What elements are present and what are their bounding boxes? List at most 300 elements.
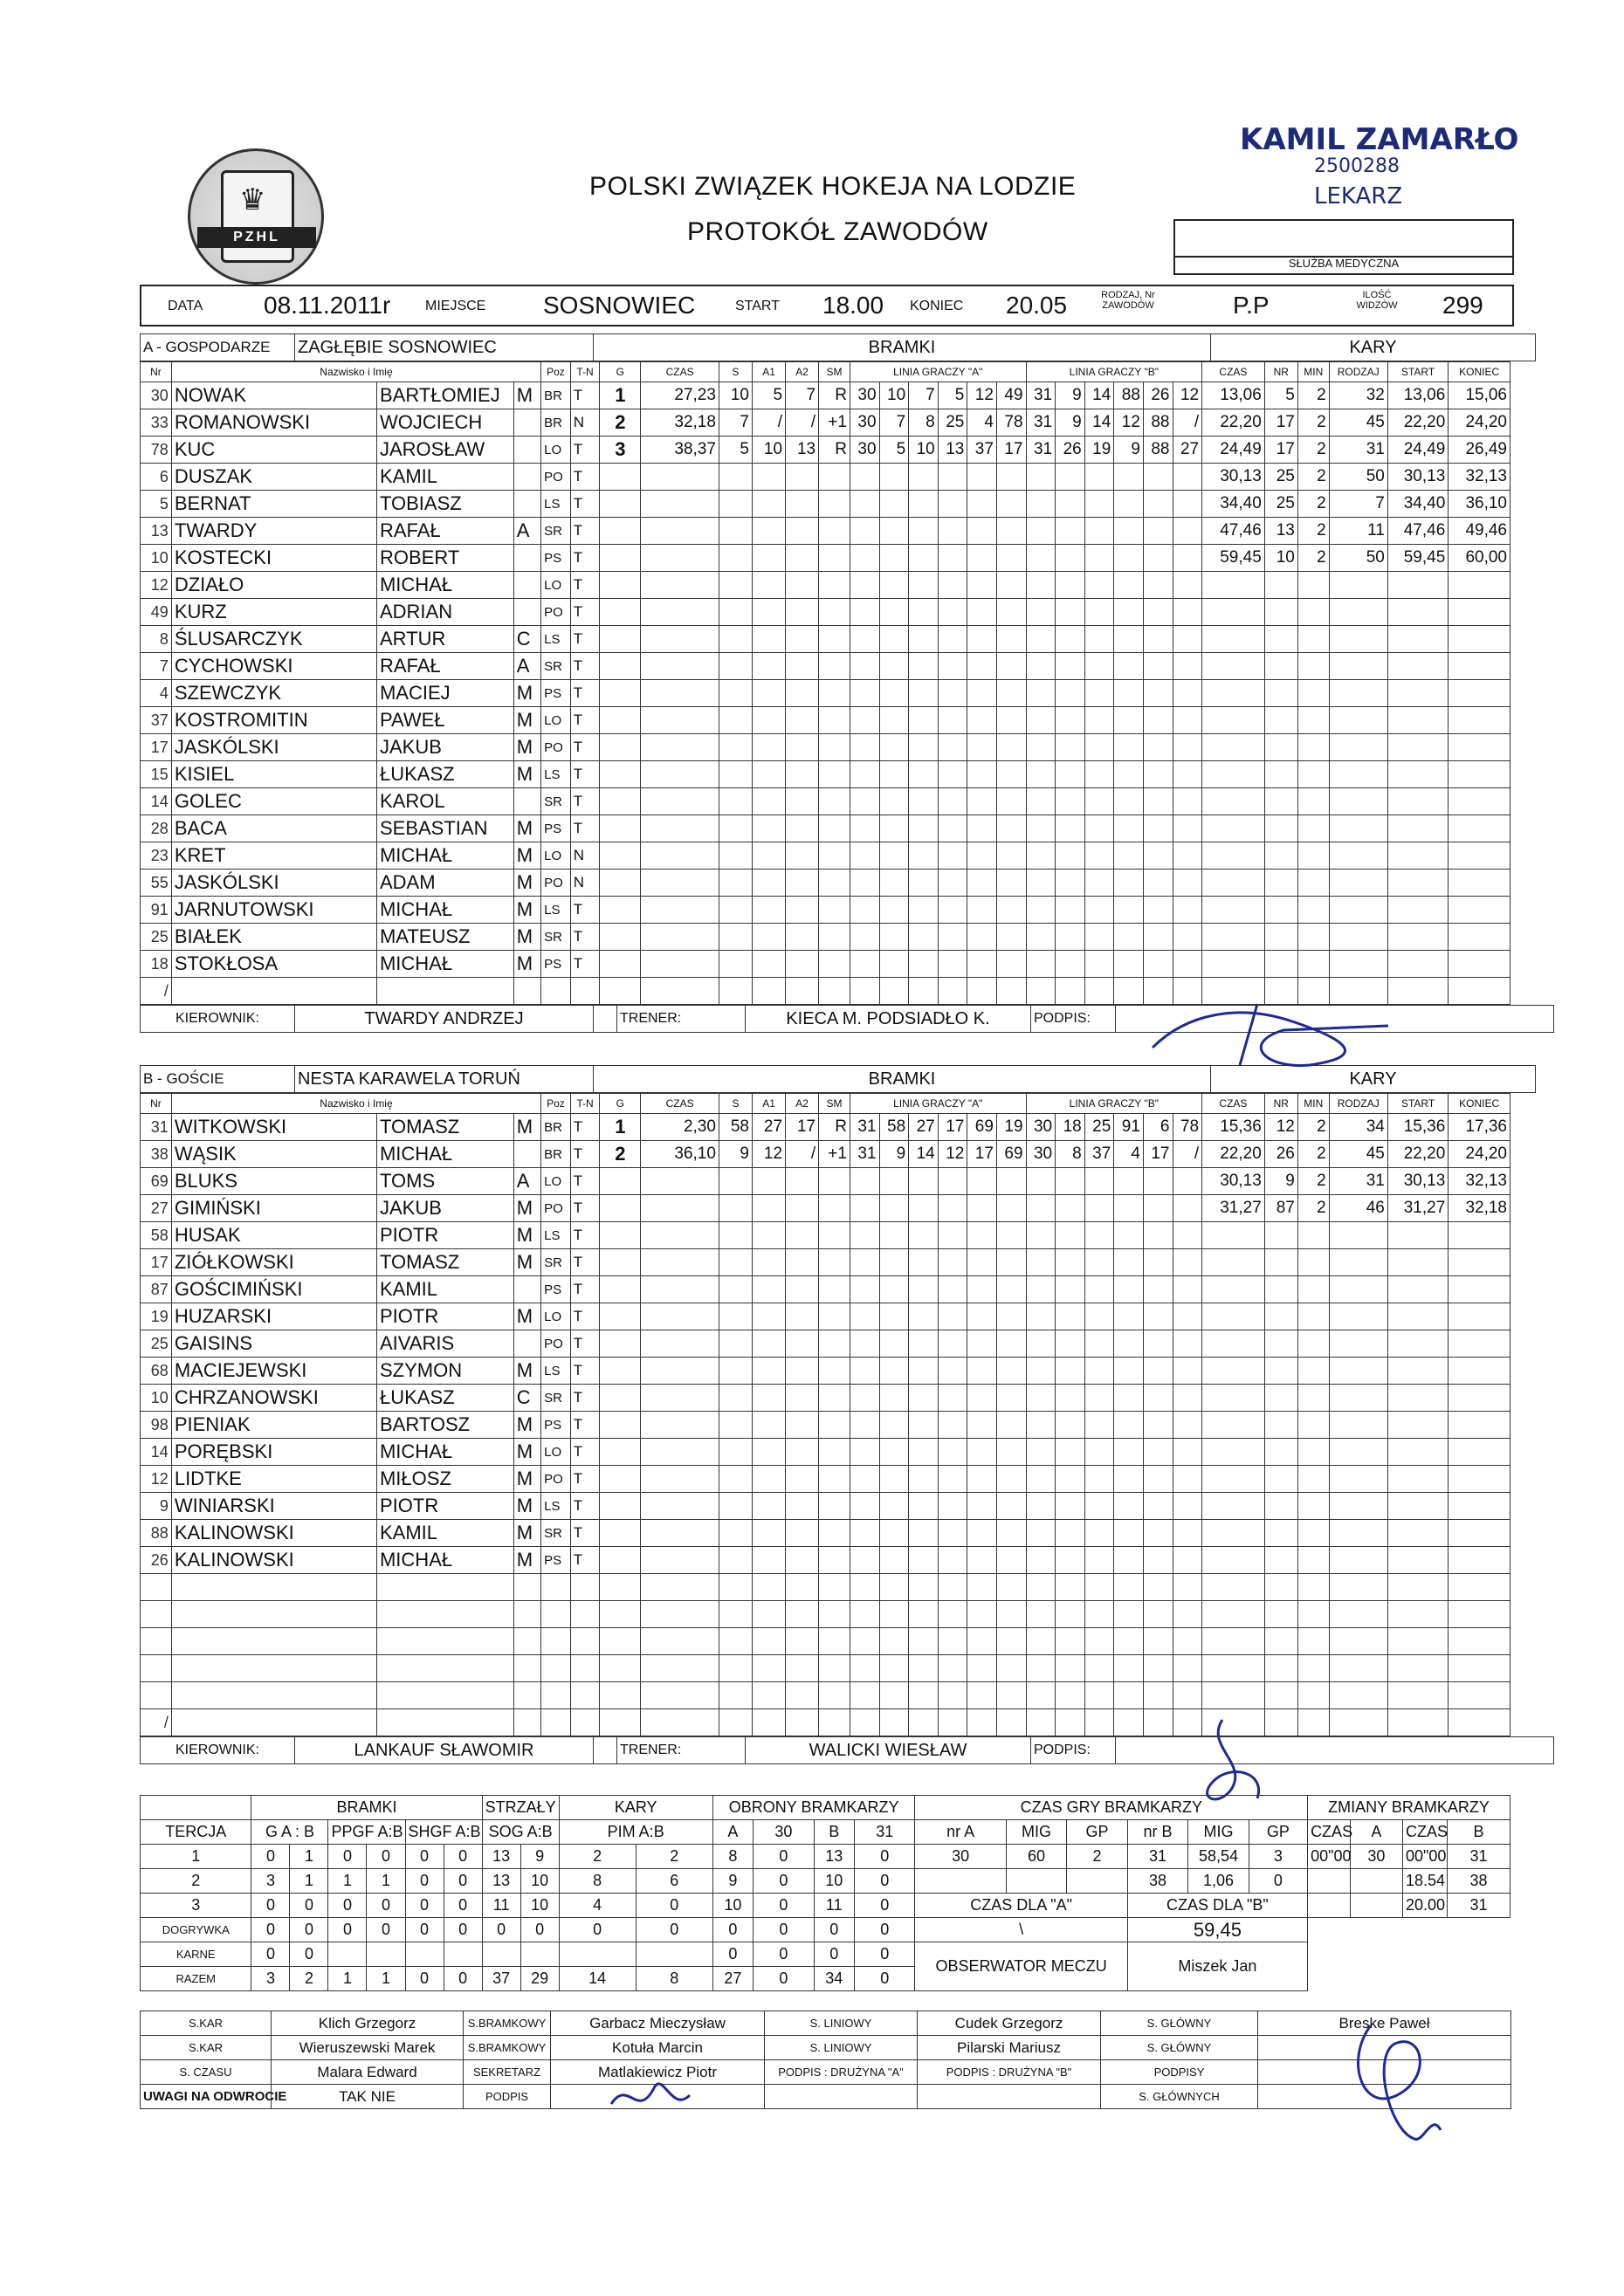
col-nr-header: Nr: [141, 1094, 172, 1114]
role-label: S. LINIOWY: [765, 2011, 918, 2036]
summary-row: [141, 1845, 1510, 1869]
penalties-section-title: KARY: [1211, 1066, 1536, 1093]
line-b-player: [1143, 1358, 1173, 1385]
line-a-player: [938, 464, 967, 491]
line-b-player: 17: [1143, 1141, 1173, 1168]
line-a-player: [938, 1682, 967, 1709]
penalty-end: 17,36: [1449, 1114, 1510, 1141]
goal-situation: R: [819, 382, 850, 409]
summary-defenses-header: OBRONY BRAMKARZY: [712, 1796, 915, 1820]
line-b-player: 31: [1026, 409, 1056, 437]
player-role: [513, 1682, 540, 1709]
goal-situation: [819, 464, 850, 491]
goal-number: [600, 897, 641, 924]
goal-time: [641, 1547, 719, 1574]
goal-number: [600, 1574, 641, 1601]
line-a-player: [938, 599, 967, 626]
line-b-player: [1173, 545, 1202, 572]
line-a-player: [850, 1682, 879, 1709]
penalty-type: [1329, 951, 1387, 978]
player-nr: 31: [141, 1114, 172, 1141]
sog-a: 11: [482, 1894, 520, 1918]
line-b-player: [1026, 1168, 1056, 1195]
player-nr: 98: [141, 1412, 172, 1439]
player-role: M: [513, 1303, 540, 1330]
line-b-player: [1084, 1493, 1114, 1520]
player-tn: T: [570, 1249, 600, 1276]
penalty-player: [1264, 1493, 1297, 1520]
goal-scorer: [719, 815, 752, 842]
penalty-start: [1387, 626, 1448, 653]
player-position: [541, 1709, 571, 1736]
line-a-player: 9: [879, 1141, 909, 1168]
player-nr: 14: [141, 1439, 172, 1466]
signature-label: PODPIS: [464, 2085, 551, 2109]
line-b-player: [1056, 924, 1085, 951]
saves-b: 11: [814, 1894, 854, 1918]
player-nr: 26: [141, 1547, 172, 1574]
player-last-name: PIENIAK: [171, 1412, 376, 1439]
player-first-name: PIOTR: [376, 1222, 513, 1249]
official-name: Breske Paweł: [1258, 2011, 1511, 2036]
signature-team-b: [1170, 1711, 1292, 1825]
goal-assist-1: [753, 1601, 786, 1628]
player-tn: T: [570, 464, 600, 491]
sog-a: 37: [482, 1967, 520, 1991]
line-a-player: [938, 1358, 967, 1385]
line-a-player: [996, 1493, 1026, 1520]
penalty-minutes: [1297, 761, 1329, 788]
line-a-player: [909, 680, 939, 707]
line-b-player: [1084, 1709, 1114, 1736]
penalty-time: [1202, 1222, 1265, 1249]
goal-assist-2: 13: [786, 437, 819, 464]
player-role: M: [513, 1249, 540, 1276]
goal-number: [600, 491, 641, 518]
line-a-player: [850, 1222, 879, 1249]
goal-scorer: [719, 951, 752, 978]
player-nr: 10: [141, 545, 172, 572]
line-a-player: [996, 1303, 1026, 1330]
line-a-player: [938, 1303, 967, 1330]
line-a-player: 17: [967, 1141, 997, 1168]
line-b-player: [1143, 734, 1173, 761]
goal-situation: [819, 951, 850, 978]
penalty-start: [1387, 1574, 1448, 1601]
line-b-player: [1143, 788, 1173, 815]
col-name-header: Nazwisko i Imię: [171, 1094, 540, 1114]
player-last-name: BLUKS: [171, 1168, 376, 1195]
player-position: PS: [541, 545, 571, 572]
player-last-name: TWARDY: [171, 518, 376, 545]
goal-scorer: [719, 464, 752, 491]
penalty-type: [1329, 1358, 1387, 1385]
line-a-player: [850, 815, 879, 842]
player-first-name: KAROL: [376, 788, 513, 815]
player-row: [141, 437, 1510, 464]
line-a-player: [850, 788, 879, 815]
penalty-start: [1387, 1385, 1448, 1412]
coach-label: TRENER:: [617, 1006, 746, 1033]
player-role: M: [513, 680, 540, 707]
player-position: LS: [541, 761, 571, 788]
shgf-b: [444, 1942, 482, 1967]
penalty-start: [1387, 1330, 1448, 1358]
line-b-player: [1173, 761, 1202, 788]
penalty-end: 60,00: [1449, 545, 1510, 572]
player-position: PO: [541, 1195, 571, 1222]
line-a-player: [850, 599, 879, 626]
penalty-minutes: [1297, 815, 1329, 842]
line-a-player: [967, 491, 997, 518]
player-first-name: JAKUB: [376, 1195, 513, 1222]
player-position: LO: [541, 572, 571, 599]
summary-row: [141, 1918, 1510, 1942]
line-a-player: [938, 1222, 967, 1249]
line-b-player: [1026, 1682, 1056, 1709]
player-row: [141, 409, 1510, 437]
line-b-player: [1143, 1655, 1173, 1682]
ppgf-a: 1: [328, 1967, 367, 1991]
penalty-end: [1449, 897, 1510, 924]
player-tn: N: [570, 842, 600, 870]
line-b-player: [1143, 924, 1173, 951]
player-nr: /: [141, 1709, 172, 1736]
line-b-player: 8: [1056, 1141, 1085, 1168]
line-b-player: [1114, 1303, 1144, 1330]
line-a-player: [938, 680, 967, 707]
col-nr-b: nr B: [1127, 1820, 1188, 1845]
line-a-player: [996, 1222, 1026, 1249]
player-row: [141, 1168, 1510, 1195]
saves-b-nr: 0: [854, 1894, 915, 1918]
player-tn: T: [570, 1330, 600, 1358]
penalty-time: 22,20: [1202, 409, 1265, 437]
player-last-name: HUZARSKI: [171, 1303, 376, 1330]
line-a-player: [938, 1655, 967, 1682]
player-first-name: MIŁOSZ: [376, 1466, 513, 1493]
empty-cell: [1350, 1918, 1402, 1942]
goal-assist-2: [786, 1493, 819, 1520]
goal-assist-2: [786, 1276, 819, 1303]
line-a-player: [879, 815, 909, 842]
line-a-player: 31: [850, 1141, 879, 1168]
player-tn: T: [570, 734, 600, 761]
goal-assist-1: [753, 870, 786, 897]
player-role: M: [513, 761, 540, 788]
penalty-player: [1264, 1520, 1297, 1547]
player-row: [141, 1303, 1510, 1330]
player-tn: N: [570, 870, 600, 897]
penalty-type: [1329, 1493, 1387, 1520]
player-role: A: [513, 653, 540, 680]
penalty-player: [1264, 1574, 1297, 1601]
player-last-name: SZEWCZYK: [171, 680, 376, 707]
player-last-name: BERNAT: [171, 491, 376, 518]
player-row: [141, 1655, 1510, 1682]
player-position: LS: [541, 626, 571, 653]
line-b-player: [1026, 1493, 1056, 1520]
player-row: [141, 599, 1510, 626]
col-pen-czas-header: CZAS: [1202, 362, 1265, 382]
change-time-b: 18.54: [1402, 1869, 1447, 1894]
ppgf-a: [328, 1942, 367, 1967]
doc-title: PROTOKÓŁ ZAWODÓW: [687, 217, 988, 246]
line-a-player: [996, 870, 1026, 897]
player-row: [141, 1222, 1510, 1249]
player-role: M: [513, 1412, 540, 1439]
saves-b-nr: 0: [854, 1967, 915, 1991]
line-a-player: [996, 1249, 1026, 1276]
player-row: [141, 1385, 1510, 1412]
col-change-czas-a: CZAS: [1308, 1820, 1351, 1845]
line-a-player: [850, 491, 879, 518]
player-first-name: TOMASZ: [376, 1114, 513, 1141]
penalty-type: [1329, 707, 1387, 734]
date-value: 08.11.2011r: [264, 292, 391, 319]
line-b-player: [1084, 1222, 1114, 1249]
penalty-start: 24,49: [1387, 437, 1448, 464]
line-b-player: [1056, 1249, 1085, 1276]
col-tn-header: T-N: [570, 1094, 600, 1114]
goal-scorer: [719, 1709, 752, 1736]
player-last-name: LIDTKE: [171, 1466, 376, 1493]
pzhl-logo: [188, 148, 324, 285]
penalty-end: [1449, 1709, 1510, 1736]
line-a-player: [879, 1466, 909, 1493]
line-a-player: 5: [938, 382, 967, 409]
line-b-player: [1084, 464, 1114, 491]
line-a-player: [909, 924, 939, 951]
player-nr: 5: [141, 491, 172, 518]
player-nr: 19: [141, 1303, 172, 1330]
saves-b-nr: 0: [854, 1942, 915, 1967]
line-b-player: [1056, 1168, 1085, 1195]
line-b-player: [1084, 1520, 1114, 1547]
player-last-name: [171, 978, 376, 1005]
line-b-player: [1084, 1385, 1114, 1412]
col-def-a: A: [712, 1820, 753, 1845]
goal-assist-1: [753, 545, 786, 572]
line-a-player: [909, 599, 939, 626]
penalty-start: [1387, 572, 1448, 599]
goal-situation: [819, 1439, 850, 1466]
team-name: ZAGŁĘBIE SOSNOWIEC: [295, 334, 594, 361]
saves-b: 0: [814, 1942, 854, 1967]
penalty-start: 31,27: [1387, 1195, 1448, 1222]
penalty-minutes: [1297, 842, 1329, 870]
penalty-type: 34: [1329, 1114, 1387, 1141]
goal-assist-1: [753, 1303, 786, 1330]
line-b-player: [1084, 1574, 1114, 1601]
player-nr: 8: [141, 626, 172, 653]
line-a-player: [967, 1168, 997, 1195]
period-label: KARNE: [141, 1942, 251, 1967]
line-a-player: [879, 1520, 909, 1547]
line-a-player: [879, 572, 909, 599]
penalty-minutes: [1297, 599, 1329, 626]
line-b-player: [1143, 518, 1173, 545]
line-a-player: [850, 951, 879, 978]
goal-assist-2: [786, 572, 819, 599]
penalty-start: [1387, 1682, 1448, 1709]
line-a-player: [996, 545, 1026, 572]
line-b-player: [1084, 734, 1114, 761]
line-a-player: [909, 1358, 939, 1385]
line-b-player: [1143, 572, 1173, 599]
col-poz-header: Poz: [541, 362, 571, 382]
line-a-player: [850, 1601, 879, 1628]
line-b-player: [1026, 680, 1056, 707]
player-tn: T: [570, 572, 600, 599]
line-b-player: [1114, 1330, 1144, 1358]
player-position: LO: [541, 842, 571, 870]
stamp-name: KAMIL ZAMARŁO: [1240, 122, 1519, 157]
line-a-player: [938, 1493, 967, 1520]
player-tn: T: [570, 545, 600, 572]
line-a-player: [967, 1439, 997, 1466]
line-a-player: [850, 870, 879, 897]
goal-scorer: [719, 1574, 752, 1601]
penalty-player: [1264, 870, 1297, 897]
player-role: M: [513, 1493, 540, 1520]
goal-situation: +1: [819, 1141, 850, 1168]
line-b-player: [1173, 1574, 1202, 1601]
summary-row: [141, 1869, 1510, 1894]
line-b-player: 27: [1173, 437, 1202, 464]
line-b-player: [1114, 1466, 1144, 1493]
line-a-player: [938, 897, 967, 924]
line-a-player: [967, 1601, 997, 1628]
player-row: [141, 1601, 1510, 1628]
goal-scorer: [719, 626, 752, 653]
line-a-player: [850, 1330, 879, 1358]
line-b-player: 88: [1143, 409, 1173, 437]
player-first-name: MICHAŁ: [376, 572, 513, 599]
penalty-minutes: [1297, 1222, 1329, 1249]
penalty-type: 31: [1329, 437, 1387, 464]
penalty-player: [1264, 1601, 1297, 1628]
line-a-player: [879, 707, 909, 734]
goal-assist-2: /: [786, 409, 819, 437]
penalty-time: [1202, 842, 1265, 870]
goal-assist-2: [786, 545, 819, 572]
penalty-minutes: 2: [1297, 518, 1329, 545]
line-a-player: [996, 1682, 1026, 1709]
line-a-player: [996, 1276, 1026, 1303]
line-b-player: [1026, 1628, 1056, 1655]
player-nr: 38: [141, 1141, 172, 1168]
col-pim: PIM A:B: [559, 1820, 712, 1845]
line-a-player: [967, 1493, 997, 1520]
penalty-end: [1449, 978, 1510, 1005]
player-first-name: KAMIL: [376, 1520, 513, 1547]
player-position: SR: [541, 518, 571, 545]
line-a-player: [909, 1439, 939, 1466]
penalty-player: [1264, 572, 1297, 599]
goal-assist-2: [786, 924, 819, 951]
penalty-time: 13,06: [1202, 382, 1265, 409]
goal-time: [641, 1330, 719, 1358]
gk-gp-b: 3: [1249, 1845, 1307, 1869]
line-a-player: [967, 1358, 997, 1385]
goal-assist-2: [786, 978, 819, 1005]
penalty-type: [1329, 1249, 1387, 1276]
goal-situation: [819, 599, 850, 626]
line-b-player: [1056, 653, 1085, 680]
penalty-type: [1329, 1601, 1387, 1628]
col-tn-header: T-N: [570, 362, 600, 382]
player-first-name: ADAM: [376, 870, 513, 897]
player-role: [513, 491, 540, 518]
role-label: S. CZASU: [141, 2060, 272, 2085]
manager-name: LANKAUF SŁAWOMIR: [295, 1737, 594, 1764]
col-shgf: SHGF A:B: [405, 1820, 482, 1845]
goal-scorer: [719, 924, 752, 951]
player-row: [141, 1439, 1510, 1466]
player-tn: T: [570, 680, 600, 707]
penalty-type: [1329, 1628, 1387, 1655]
role-label: S. GŁÓWNY: [1101, 2036, 1258, 2060]
penalty-type: [1329, 1682, 1387, 1709]
goal-scorer: 10: [719, 382, 752, 409]
line-a-player: [879, 1222, 909, 1249]
penalty-player: [1264, 653, 1297, 680]
player-position: [541, 1655, 571, 1682]
penalty-player: [1264, 1412, 1297, 1439]
player-tn: N: [570, 409, 600, 437]
player-row: [141, 545, 1510, 572]
line-b-player: [1143, 1520, 1173, 1547]
player-row: [141, 1628, 1510, 1655]
goal-situation: [819, 707, 850, 734]
player-role: M: [513, 1466, 540, 1493]
penalty-end: [1449, 1358, 1510, 1385]
penalty-start: [1387, 1303, 1448, 1330]
ppgf-b: 0: [367, 1918, 405, 1942]
line-a-player: [909, 1385, 939, 1412]
player-tn: T: [570, 599, 600, 626]
penalty-start: [1387, 707, 1448, 734]
line-a-player: [967, 951, 997, 978]
line-a-player: [938, 1628, 967, 1655]
penalty-type: [1329, 1466, 1387, 1493]
player-role: M: [513, 1547, 540, 1574]
penalty-minutes: [1297, 1412, 1329, 1439]
goal-assist-2: [786, 1222, 819, 1249]
goal-time: 38,37: [641, 437, 719, 464]
player-first-name: PAWEŁ: [376, 707, 513, 734]
line-b-player: [1114, 1168, 1144, 1195]
col-pen-rodzaj-header: RODZAJ: [1329, 1094, 1387, 1114]
player-last-name: KOSTROMITIN: [171, 707, 376, 734]
line-a-player: [967, 653, 997, 680]
goals-a: 0: [251, 1918, 290, 1942]
line-b-player: [1056, 1439, 1085, 1466]
line-b-player: [1056, 1601, 1085, 1628]
line-b-player: [1173, 1385, 1202, 1412]
player-row: [141, 680, 1510, 707]
goal-number: [600, 1222, 641, 1249]
goal-assist-2: [786, 1547, 819, 1574]
goal-number: [600, 1195, 641, 1222]
penalty-start: 30,13: [1387, 464, 1448, 491]
goals-a: 3: [251, 1967, 290, 1991]
line-b-player: [1056, 842, 1085, 870]
player-first-name: JAKUB: [376, 734, 513, 761]
penalty-type: 45: [1329, 409, 1387, 437]
penalty-minutes: [1297, 1709, 1329, 1736]
